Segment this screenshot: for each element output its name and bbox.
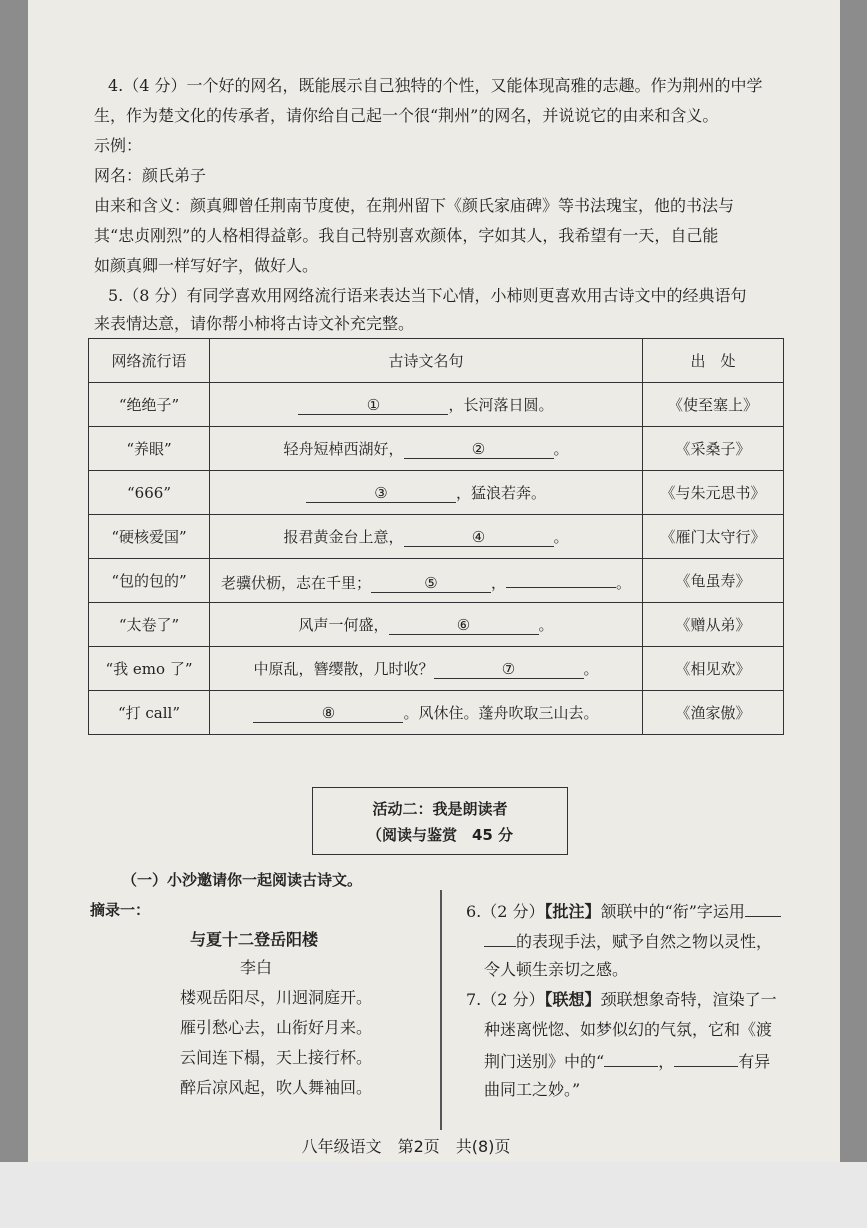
row-slang: “绝绝子” <box>89 383 210 427</box>
q7-blank[interactable] <box>604 1048 658 1067</box>
q6-blank[interactable] <box>484 928 516 947</box>
answer-blank-8[interactable]: ⑧ <box>253 704 403 723</box>
row-source: 《龟虽寿》 <box>643 559 784 603</box>
poem-line: 雁引愁心去，山衔好月来。 <box>180 1018 373 1037</box>
q5-line2: 来表情达意，请你帮小柿将古诗文补充完整。 <box>94 314 415 333</box>
q6-line2 <box>484 928 772 954</box>
q6-tag: 【批注】 <box>544 902 601 921</box>
column-divider <box>440 890 442 1130</box>
poem-text: 。 <box>583 660 599 678</box>
row-source: 《采桑子》 <box>643 427 784 471</box>
row-source: 《雁门太守行》 <box>643 515 784 559</box>
bottom-margin <box>0 1162 867 1228</box>
poem-text: 。 <box>538 616 554 634</box>
header-slang: 网络流行语 <box>89 339 210 383</box>
answer-blank-1[interactable]: ① <box>298 396 448 415</box>
row-slang: “666” <box>89 471 210 515</box>
row-slang: “养眼” <box>89 427 210 471</box>
row-slang: “打 call” <box>89 691 210 735</box>
row-slang: “硬核爱国” <box>89 515 210 559</box>
q7-text: ， <box>658 1052 675 1071</box>
row-slang: “我 emo 了” <box>89 647 210 691</box>
header-poem: 古诗文名句 <box>210 339 643 383</box>
header-source: 出 处 <box>643 339 784 383</box>
row-poem <box>210 515 643 559</box>
answer-blank-2[interactable]: ② <box>404 440 554 459</box>
row-source: 《赠从弟》 <box>643 603 784 647</box>
poem-text: 。 <box>553 440 569 458</box>
q4-line2: 生，作为楚文化的传承者，请你给自己起一个很“荆州”的网名，并说说它的由来和含义。 <box>94 106 719 125</box>
section-heading: （一）小沙邀请你一起阅读古诗文。 <box>122 871 363 889</box>
row-poem <box>210 647 643 691</box>
q6-text: 的表现手法，赋予自然之物以灵性， <box>516 932 773 951</box>
poem-line: 楼观岳阳尽，川迥洞庭开。 <box>180 988 373 1007</box>
poem-text: 风声一何盛， <box>298 616 389 634</box>
poem-text: 轻舟短棹西湖好， <box>283 440 404 458</box>
q4-example-label: 示例： <box>94 136 143 155</box>
q7-line3 <box>484 1048 770 1074</box>
poem-line: 云间连下榻，天上接行杯。 <box>180 1048 373 1067</box>
poem-text: 报君黄金台上意， <box>283 528 404 546</box>
q7-line1 <box>466 988 777 1012</box>
poem-text: 中原乱，簪缨散，几时收？ <box>253 660 434 678</box>
q7-text: 荆门送别》中的“ <box>484 1052 605 1071</box>
row-slang: “包的包的” <box>89 559 210 603</box>
poem-text: 。 <box>553 528 569 546</box>
answer-blank-7[interactable]: ⑦ <box>434 660 584 679</box>
poem-text: 老骥伏枥，志在千里； <box>220 573 371 592</box>
answer-blank-6[interactable]: ⑥ <box>389 616 539 635</box>
poem-text: ， <box>490 573 506 592</box>
q6-blank[interactable] <box>745 898 781 917</box>
excerpt-label: 摘录一： <box>90 901 151 919</box>
q4-line1: 4.（4 分）一个好的网名，既能展示自己独特的个性，又能体现高雅的志趣。作为荆州的中学 <box>108 76 763 95</box>
table-row <box>89 647 784 691</box>
q6-text: 颔联中的“衔”字运用 <box>600 902 745 921</box>
row-poem <box>210 691 643 735</box>
row-source: 《渔家傲》 <box>643 691 784 735</box>
table-row <box>89 515 784 559</box>
poem-table <box>88 338 784 735</box>
q5-line1: 5.（8 分）有同学喜欢用网络流行语来表达当下心情，小柿则更喜欢用古诗文中的经典语句 <box>108 286 747 305</box>
q6-line3: 令人顿生亲切之感。 <box>484 960 629 979</box>
table-row <box>89 559 784 603</box>
answer-blank-5[interactable]: ⑤ <box>371 574 491 593</box>
q4-meaning-line3: 如颜真卿一样写好字，做好人。 <box>94 256 319 275</box>
poem-title: 与夏十二登岳阳楼 <box>190 930 319 949</box>
row-poem <box>210 383 643 427</box>
table-header-row <box>89 339 784 383</box>
q7-line4: 曲同工之妙。” <box>484 1080 581 1099</box>
q6-number: 6.（2 分） <box>466 902 545 921</box>
q6-line1 <box>466 898 781 924</box>
table-row <box>89 383 784 427</box>
q7-blank[interactable] <box>674 1048 738 1067</box>
activity-title: 活动二：我是朗读者 <box>372 800 508 818</box>
q4-netname: 网名：颜氏弟子 <box>94 166 207 185</box>
page-footer: 八年级语文 第2页 共(8)页 <box>301 1137 511 1156</box>
q7-text: 颈联想象奇特，渲染了一 <box>600 990 777 1009</box>
table-row <box>89 691 784 735</box>
row-poem <box>210 471 643 515</box>
poem-text: 。 <box>616 573 632 592</box>
answer-blank-4[interactable]: ④ <box>404 528 554 547</box>
q4-meaning-line1: 由来和含义：颜真卿曾任荆南节度使，在荆州留下《颜氏家庙碑》等书法瑰宝，他的书法与 <box>94 196 735 215</box>
poem-text: ，猛浪若奔。 <box>455 484 546 502</box>
poem-author: 李白 <box>240 958 273 977</box>
q7-tag: 【联想】 <box>544 990 601 1009</box>
activity-box <box>312 787 568 855</box>
q7-number: 7.（2 分） <box>466 990 545 1009</box>
answer-blank-3[interactable]: ③ <box>306 484 456 503</box>
q7-text: 有异 <box>738 1052 771 1071</box>
table-row <box>89 427 784 471</box>
q4-meaning-line2: 其“忠贞刚烈”的人格相得益彰。我自己特别喜欢颜体，字如其人，我希望有一天，自己能 <box>94 226 719 245</box>
row-source: 《相见欢》 <box>643 647 784 691</box>
q7-line2: 种迷离恍惚、如梦似幻的气氛，它和《渡 <box>484 1020 773 1039</box>
answer-blank-5b[interactable] <box>506 569 616 588</box>
table-row <box>89 603 784 647</box>
poem-text: ，长河落日圆。 <box>448 396 554 414</box>
row-source: 《与朱元思书》 <box>643 471 784 515</box>
poem-line: 醉后凉风起，吹人舞袖回。 <box>180 1078 373 1097</box>
row-slang: “太卷了” <box>89 603 210 647</box>
row-poem <box>210 603 643 647</box>
row-source: 《使至塞上》 <box>643 383 784 427</box>
row-poem <box>210 559 643 603</box>
activity-subtitle: （阅读与鉴赏 45 分 <box>366 826 514 844</box>
poem-text: 。风休住。蓬舟吹取三山去。 <box>403 704 599 722</box>
table-row <box>89 471 784 515</box>
row-poem <box>210 427 643 471</box>
